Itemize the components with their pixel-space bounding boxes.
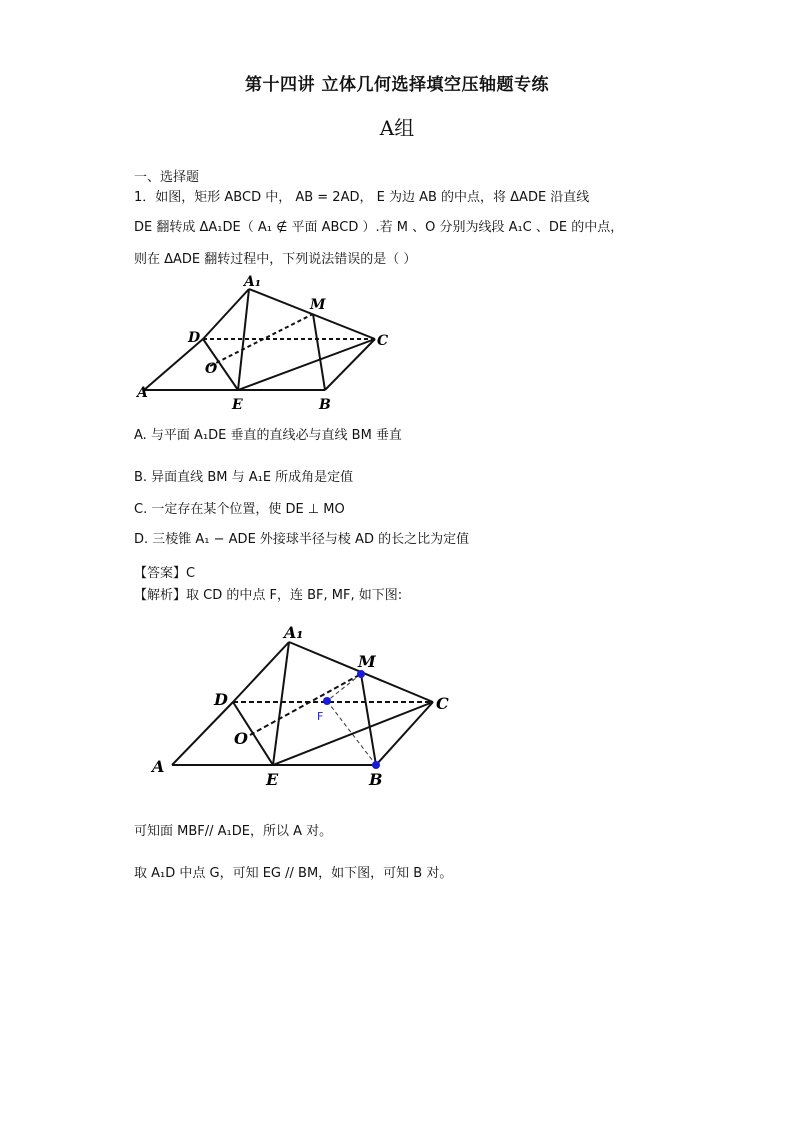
label-C: C: [436, 694, 449, 713]
dashed-FB: [327, 701, 376, 765]
edge-BC: [325, 339, 375, 390]
label-B: B: [319, 397, 331, 413]
label-D: D: [214, 690, 228, 709]
edge-AD: [172, 702, 233, 765]
option-a: A. 与平面 A₁DE 垂直的直线必与直线 BM 垂直: [134, 428, 402, 443]
page-title: 第十四讲 立体几何选择填空压轴题专练: [245, 75, 549, 95]
figure-2: [145, 622, 465, 792]
label-A: A: [137, 385, 148, 401]
analysis-line: 【解析】取 CD 的中点 F，连 BF, MF, 如下图:: [134, 588, 403, 603]
edge-MB: [313, 314, 325, 390]
label-F: F: [317, 710, 324, 723]
edge-DA1: [233, 642, 289, 702]
label-M: M: [358, 652, 376, 671]
label-C: C: [377, 333, 389, 349]
label-E: E: [266, 770, 279, 789]
edge-DA1: [203, 289, 249, 339]
label-D: D: [188, 330, 201, 346]
label-A: A: [152, 757, 165, 776]
label-A1: A₁: [284, 623, 304, 642]
option-d: D. 三棱锥 A₁ − ADE 外接球半径与棱 AD 的长之比为定值: [134, 532, 470, 547]
label-A1: A₁: [244, 274, 261, 290]
label-O: O: [234, 729, 248, 748]
section-heading: 一、选择题: [134, 170, 200, 185]
question-text-line-3: 则在 ΔADE 翻转过程中，下列说法错误的是（ ）: [134, 252, 417, 267]
answer-line: 【答案】C: [134, 566, 196, 581]
question-text-line-2: DE 翻转成 ΔA₁DE（ A₁ ∉ 平面 ABCD ）.若 M 、O 分别为线段 A₁C 、DE 的中点，: [134, 220, 624, 235]
conclusion-line-1: 可知面 MBF// A₁DE，所以 A 对。: [134, 824, 333, 839]
edge-A1E: [273, 642, 289, 765]
group-heading: A组: [379, 116, 415, 140]
label-B: B: [369, 770, 383, 789]
edge-EC: [238, 339, 375, 390]
dashed-MF: [327, 674, 361, 701]
option-b: B. 异面直线 BM 与 A₁E 所成角是定值: [134, 470, 354, 485]
edge-BC: [376, 702, 433, 765]
point-M: [357, 670, 365, 678]
edge-MB: [361, 674, 376, 765]
point-F: [323, 697, 331, 705]
label-E: E: [232, 397, 243, 413]
label-M: M: [310, 297, 326, 313]
question-text-line-1: 1．如图，矩形 ABCD 中， AB = 2AD， E 为边 AB 的中点，将 ΔADE 沿直线: [134, 190, 590, 205]
conclusion-line-2: 取 A₁D 中点 G，可知 EG // BM，如下图，可知 B 对。: [134, 866, 453, 881]
edge-EC: [273, 702, 433, 765]
label-O: O: [205, 361, 218, 377]
point-B: [372, 761, 380, 769]
dashed-OM: [250, 674, 361, 735]
edge-AD: [144, 339, 203, 390]
figure-1: [130, 272, 400, 417]
option-c: C. 一定存在某个位置，使 DE ⊥ MO: [134, 502, 345, 517]
